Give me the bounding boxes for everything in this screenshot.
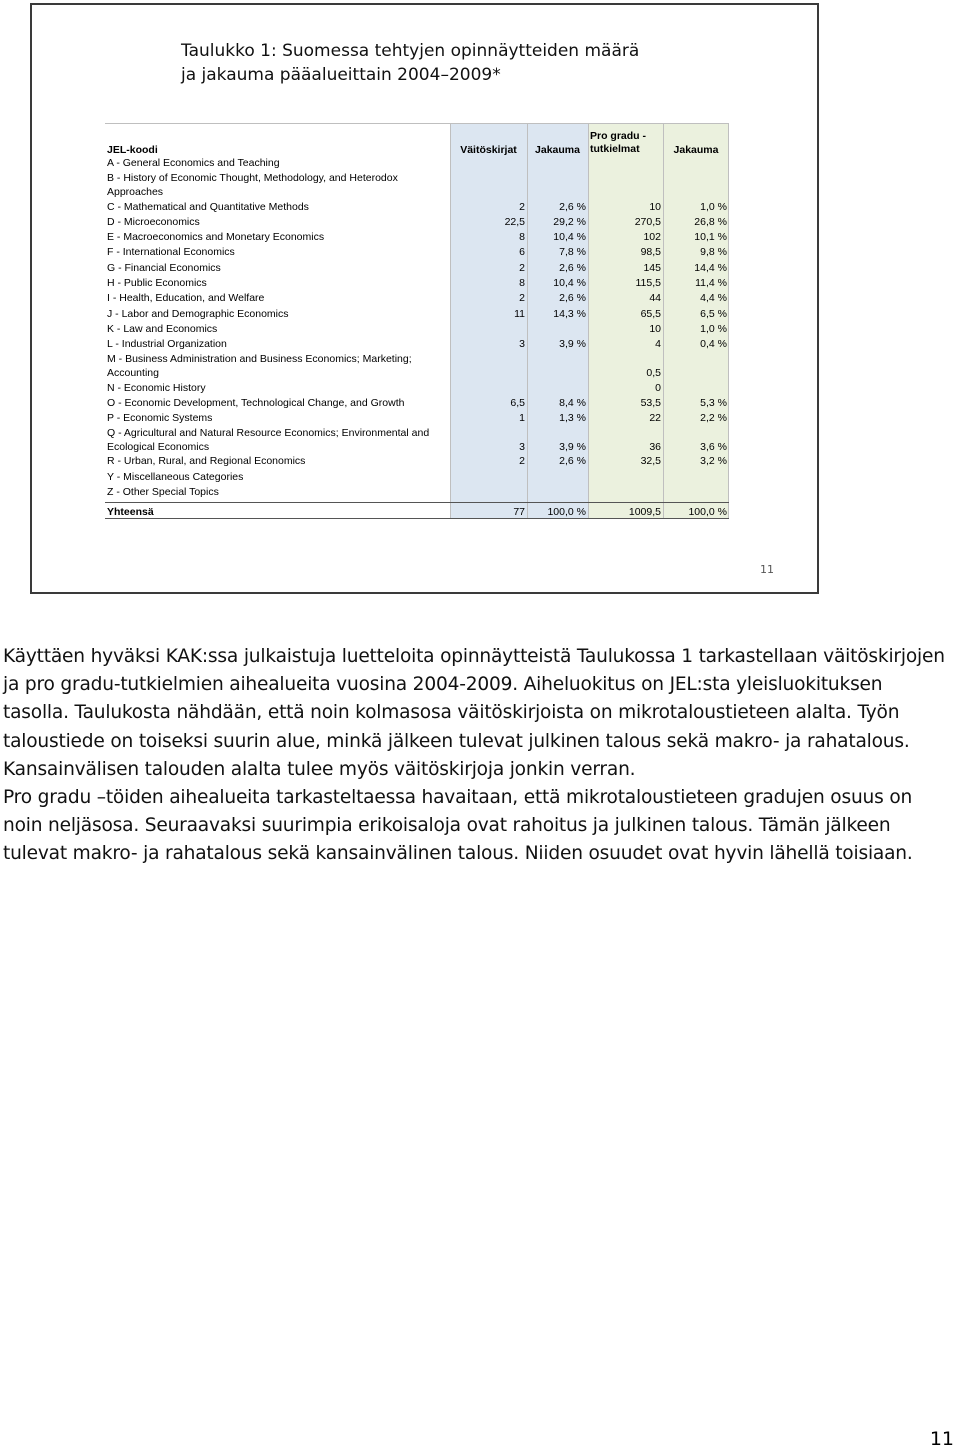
cell-masters: 10: [649, 200, 661, 213]
cell-doctoral-share: 3,9 %: [559, 441, 586, 454]
cell-doctoral-share: 10,4 %: [553, 231, 586, 244]
cell-jel-code: C - Mathematical and Quantitative Methods: [107, 200, 309, 213]
slide-number: 11: [760, 563, 774, 576]
total-masters: 1009,5: [628, 506, 661, 519]
table-row: [105, 322, 729, 337]
header-doctoral: Väitöskirjat: [460, 144, 517, 156]
table-row: [105, 352, 729, 380]
table-row: [105, 215, 729, 230]
cell-masters-share: 1,0 %: [700, 200, 727, 213]
cell-masters: 115,5: [635, 277, 661, 290]
cell-jel-code: Z - Other Special Topics: [107, 486, 219, 499]
cell-doctoral: 2: [519, 455, 525, 468]
cell-masters: 0: [655, 381, 661, 394]
slide-title: [181, 39, 639, 87]
cell-doctoral: 2: [519, 261, 525, 274]
cell-jel-code: A - General Economics and Teaching: [107, 157, 280, 170]
table-row: [105, 469, 729, 484]
body-paragraph-1: Käyttäen hyväksi KAK:ssa julkaistuja luetteloita opinnäytteistä Taulukossa 1 tarkastellaan väitöskirjojen ja pro gradu-tutkielmien aihealueita vuosina 2004-2009. Aiheluokitus on JEL:sta yleisluokituksen tasolla. Taulukosta nähdään, että noin kolmasosa väitöskirjoista on mikrotaloustieteen alalta. Työn taloustiede on toiseksi suurin alue, minkä jälkeen tulevat julkinen talous sekä makro- ja rahatalous. Kansainvälisen talouden alalta tulee myös väitöskirjoja jonkin verran.: [3, 646, 945, 780]
cell-masters: 10: [649, 322, 661, 335]
table-row: [105, 485, 729, 500]
cell-masters-share: 10,1 %: [694, 231, 727, 244]
cell-doctoral: 8: [519, 277, 525, 290]
cell-masters: 32,5: [640, 455, 661, 468]
table-row: [105, 426, 729, 454]
table-row: [105, 291, 729, 306]
cell-doctoral-share: 10,4 %: [553, 277, 586, 290]
cell-doctoral: 2: [519, 200, 525, 213]
cell-doctoral: 11: [514, 307, 525, 320]
cell-doctoral: 6,5: [510, 396, 525, 409]
slide-frame: [30, 3, 819, 594]
table-row: [105, 230, 729, 245]
cell-jel-code: N - Economic History: [107, 381, 206, 394]
cell-masters-share: 11,4 %: [695, 277, 727, 290]
cell-jel-code: E - Macroeconomics and Monetary Economics: [107, 231, 325, 244]
cell-doctoral: 1: [519, 412, 525, 425]
cell-jel-code: M - Business Administration and Business Economics; Marketing; Accounting: [107, 353, 412, 380]
cell-masters-share: 9,8 %: [700, 246, 727, 259]
cell-doctoral: 3: [519, 441, 525, 454]
table-row: [105, 411, 729, 426]
cell-masters-share: 14,4 %: [694, 261, 727, 274]
cell-masters: 36: [649, 441, 661, 454]
cell-doctoral-share: 2,6 %: [559, 292, 586, 305]
table-row: [105, 199, 729, 214]
cell-masters: 145: [643, 261, 661, 274]
cell-masters: 4: [655, 338, 661, 351]
cell-jel-code: L - Industrial Organization: [107, 338, 227, 351]
slide-title-line2: ja jakauma pääalueittain 2004–2009*: [181, 65, 501, 85]
body-paragraph-2: Pro gradu –töiden aihealueita tarkasteltaessa havaitaan, että mikrotaloustieteen gradujen osuus on noin neljäsosa. Seuraavaksi suurimpia erikoisaloja ovat rahoitus ja julkinen talous. Tämän jälkeen tulevat makro- ja rahatalous sekä kansainvälinen talous. Niiden osuudet ovat hyvin lähellä toisiaan.: [3, 787, 913, 865]
cell-masters: 53,5: [640, 396, 661, 409]
body-text: [3, 643, 953, 869]
cell-masters: 44: [649, 292, 661, 305]
cell-masters: 65,5: [640, 307, 661, 320]
cell-masters: 98,5: [640, 246, 661, 259]
cell-masters: 270,5: [634, 215, 661, 228]
cell-jel-code: I - Health, Education, and Welfare: [107, 292, 265, 305]
header-masters: Pro gradu - tutkielmat: [590, 130, 647, 155]
table-row: [105, 396, 729, 411]
header-jel-code: JEL-koodi: [107, 144, 158, 156]
table-row: [105, 276, 729, 291]
total-doctoral: 77: [513, 506, 525, 519]
cell-jel-code: F - International Economics: [107, 246, 235, 259]
page-number: 11: [929, 1428, 954, 1450]
cell-doctoral: 2: [519, 292, 525, 305]
cell-doctoral-share: 3,9 %: [559, 338, 586, 351]
total-masters-share: 100,0 %: [688, 506, 727, 519]
cell-jel-code: D - Microeconomics: [107, 215, 200, 228]
cell-doctoral: 8: [519, 231, 525, 244]
cell-jel-code: G - Financial Economics: [107, 261, 221, 274]
slide-title-line1: Taulukko 1: Suomessa tehtyjen opinnäytteiden määrä: [181, 41, 640, 61]
cell-doctoral-share: 7,8 %: [559, 246, 586, 259]
cell-jel-code: R - Urban, Rural, and Regional Economics: [107, 455, 306, 468]
cell-masters-share: 3,6 %: [700, 441, 727, 454]
table-row: [105, 306, 729, 321]
table-row: [105, 337, 729, 352]
cell-masters-share: 6,5 %: [700, 307, 727, 320]
header-masters-share: Jakauma: [673, 144, 719, 156]
cell-jel-code: P - Economic Systems: [107, 412, 213, 425]
table-row: [105, 245, 729, 260]
cell-jel-code: J - Labor and Demographic Economics: [107, 307, 289, 320]
cell-masters-share: 5,3 %: [700, 396, 727, 409]
cell-jel-code: Q - Agricultural and Natural Resource Economics; Environmental and Ecological Economics: [107, 427, 430, 454]
cell-masters-share: 4,4 %: [700, 292, 727, 305]
cell-doctoral-share: 2,6 %: [559, 261, 586, 274]
cell-jel-code: Y - Miscellaneous Categories: [107, 470, 244, 483]
table-row: [105, 380, 729, 395]
table-header-row: [105, 123, 729, 156]
table-total-row: [105, 502, 729, 519]
cell-doctoral-share: 2,6 %: [559, 455, 586, 468]
cell-jel-code: B - History of Economic Thought, Methodology, and Heterodox Approaches: [107, 172, 398, 199]
total-doctoral-share: 100,0 %: [547, 506, 586, 519]
cell-jel-code: K - Law and Economics: [107, 322, 218, 335]
cell-jel-code: O - Economic Development, Technological Change, and Growth: [107, 396, 405, 409]
cell-doctoral-share: 14,3 %: [553, 307, 586, 320]
cell-masters-share: 0,4 %: [700, 338, 727, 351]
cell-doctoral-share: 2,6 %: [559, 200, 586, 213]
data-table: [105, 123, 729, 519]
cell-masters: 0,5: [646, 367, 661, 380]
cell-masters-share: 1,0 %: [700, 322, 727, 335]
cell-doctoral: 22,5: [504, 215, 525, 228]
cell-jel-code: H - Public Economics: [107, 277, 207, 290]
header-doctoral-share: Jakauma: [535, 144, 580, 156]
cell-masters: 22: [649, 412, 661, 425]
cell-doctoral: 6: [519, 246, 525, 259]
table-row: [105, 171, 729, 199]
cell-doctoral-share: 1,3 %: [559, 412, 586, 425]
cell-masters-share: 26,8 %: [694, 215, 727, 228]
cell-masters-share: 2,2 %: [700, 412, 727, 425]
table-row: [105, 454, 729, 469]
cell-doctoral-share: 8,4 %: [559, 396, 586, 409]
cell-masters: 102: [643, 231, 661, 244]
cell-doctoral-share: 29,2 %: [553, 215, 586, 228]
cell-doctoral: 3: [519, 338, 525, 351]
total-label: Yhteensä: [107, 506, 154, 519]
cell-masters-share: 3,2 %: [700, 455, 727, 468]
table-row: [105, 260, 729, 275]
table-row: [105, 156, 729, 171]
